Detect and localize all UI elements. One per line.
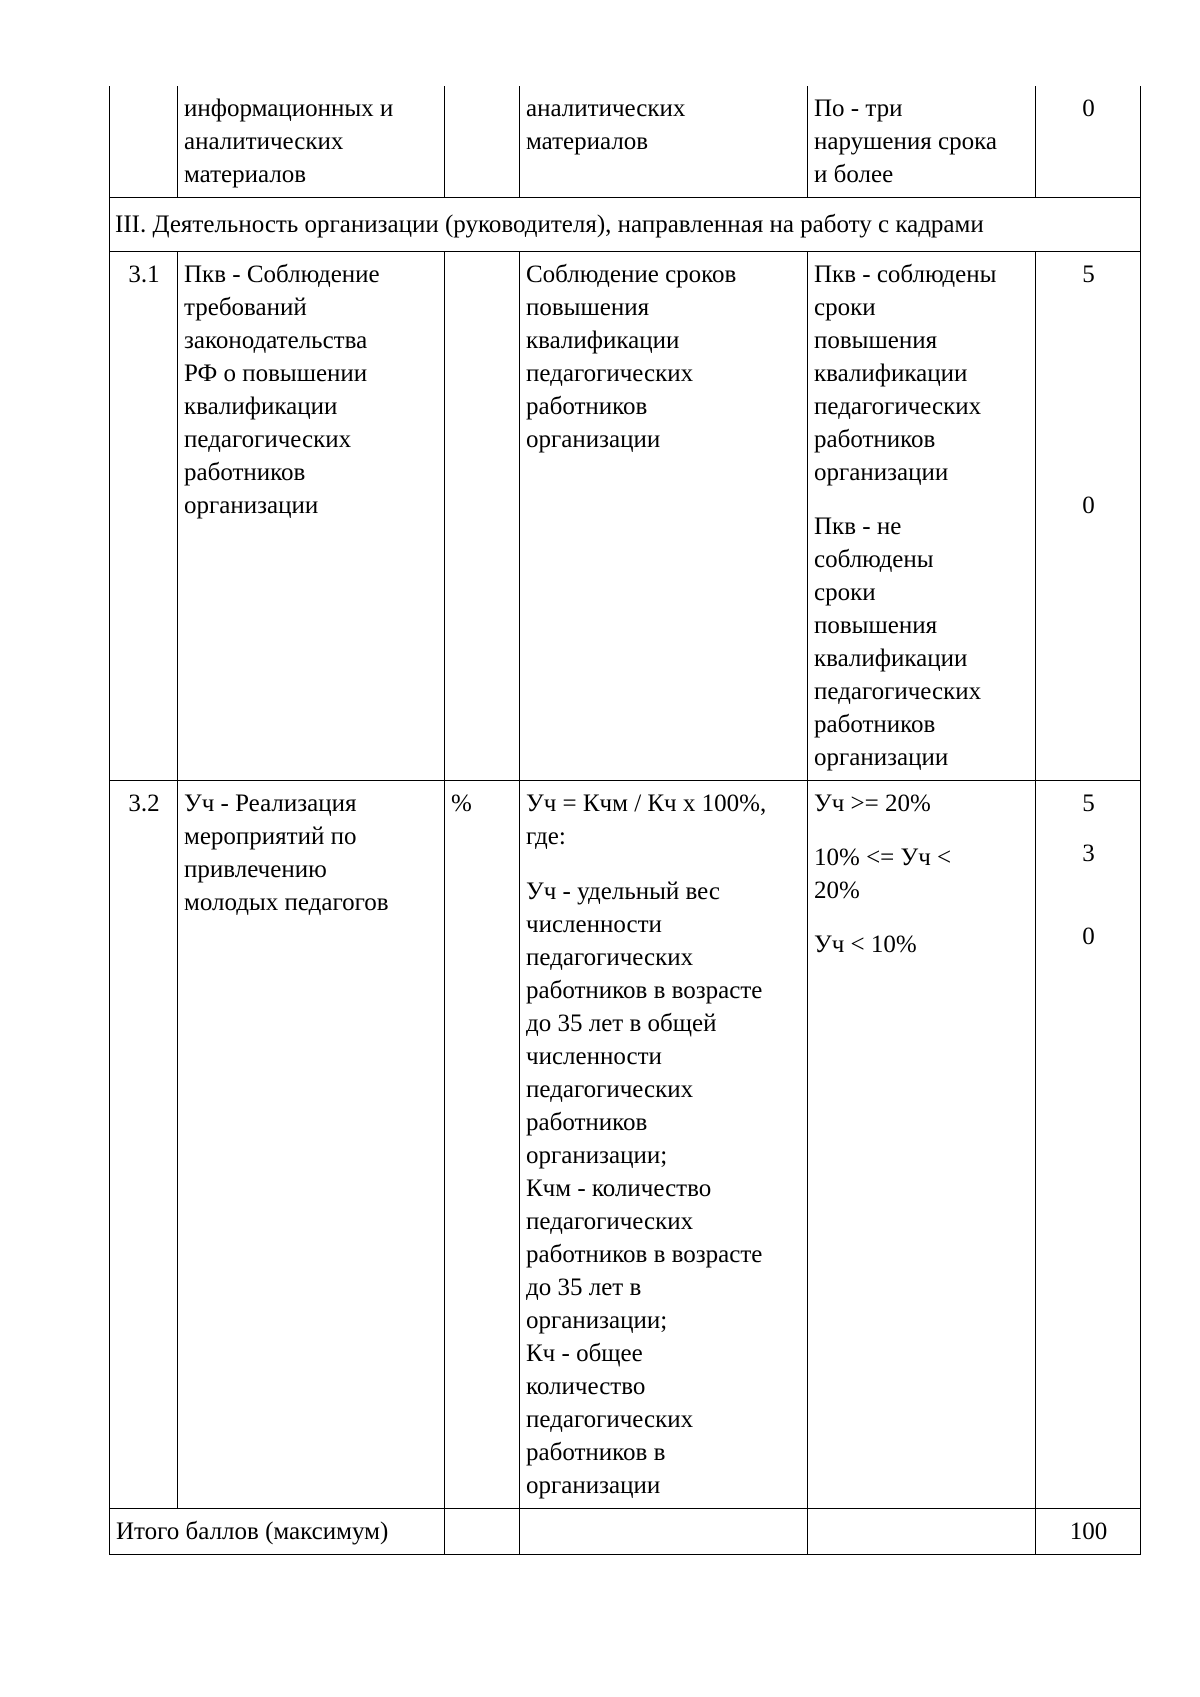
points-cell xyxy=(1036,781,1141,1509)
calculation-method-cell: аналитических материалов xyxy=(520,86,808,198)
row-number-cell: 3.1 xyxy=(110,252,178,781)
criterion-label: Пкв - не соблюдены сроки повышения квалификации педагогических работников организации xyxy=(814,513,982,771)
empty-cell xyxy=(520,1509,808,1555)
indicator-name-cell: Пкв - Соблюдение требований законодательства РФ о повышении квалификации педагогических работников организации xyxy=(178,252,445,781)
criteria-cell xyxy=(808,781,1036,1509)
calculation-method-cell: Соблюдение сроков повышения квалификации педагогических работников организации xyxy=(520,252,808,781)
criterion-points: 3 xyxy=(1082,840,1095,867)
formula-explanation: Уч - удельный вес численности педагогических работников в возрасте до 35 лет в общей численности педагогических работников организации; Кчм - количество педагогических работников в возрасте до 35 лет в организации; Кч - общее количество педагогических работников в организации xyxy=(526,878,763,1499)
unit-cell xyxy=(445,86,520,198)
table-row-continuation xyxy=(110,86,1141,198)
empty-cell xyxy=(808,1509,1036,1555)
criterion-label: 10% <= Уч < 20% xyxy=(814,844,952,904)
criterion-points: 5 xyxy=(1082,261,1095,288)
formula-text: Уч = Кчм / Кч x 100%, где: xyxy=(526,790,767,850)
empty-cell xyxy=(445,1509,520,1555)
indicator-name-cell: информационных и аналитических материалов xyxy=(178,86,445,198)
indicator-name-cell: Уч - Реализация мероприятий по привлечению молодых педагогов xyxy=(178,781,445,1509)
total-value: 100 xyxy=(1036,1509,1141,1555)
criterion-points: 5 xyxy=(1082,790,1095,817)
criteria-cell: По - три нарушения срока и более xyxy=(808,86,1036,198)
unit-cell: % xyxy=(445,781,520,1509)
table-row-3-2 xyxy=(110,781,1141,1509)
row-number-cell: 3.2 xyxy=(110,781,178,1509)
unit-cell xyxy=(445,252,520,781)
table-row-3-1 xyxy=(110,252,1141,781)
criterion-points: 0 xyxy=(1082,492,1095,519)
criteria-cell xyxy=(808,252,1036,781)
section-heading: III. Деятельность организации (руководителя), направленная на работу с кадрами xyxy=(110,198,1141,252)
total-label: Итого баллов (максимум) xyxy=(110,1509,445,1555)
criterion-label: Уч >= 20% xyxy=(814,790,931,817)
section-header-row xyxy=(110,198,1141,252)
calculation-method-cell xyxy=(520,781,808,1509)
total-row xyxy=(110,1509,1141,1555)
scoring-table xyxy=(109,86,1141,1555)
row-number-cell xyxy=(110,86,178,198)
criterion-label: Уч < 10% xyxy=(814,931,917,958)
criterion-label: Пкв - соблюдены сроки повышения квалификации педагогических работников организации xyxy=(814,261,997,486)
points-cell xyxy=(1036,252,1141,781)
points-cell: 0 xyxy=(1036,86,1141,198)
criterion-points: 0 xyxy=(1082,923,1095,950)
